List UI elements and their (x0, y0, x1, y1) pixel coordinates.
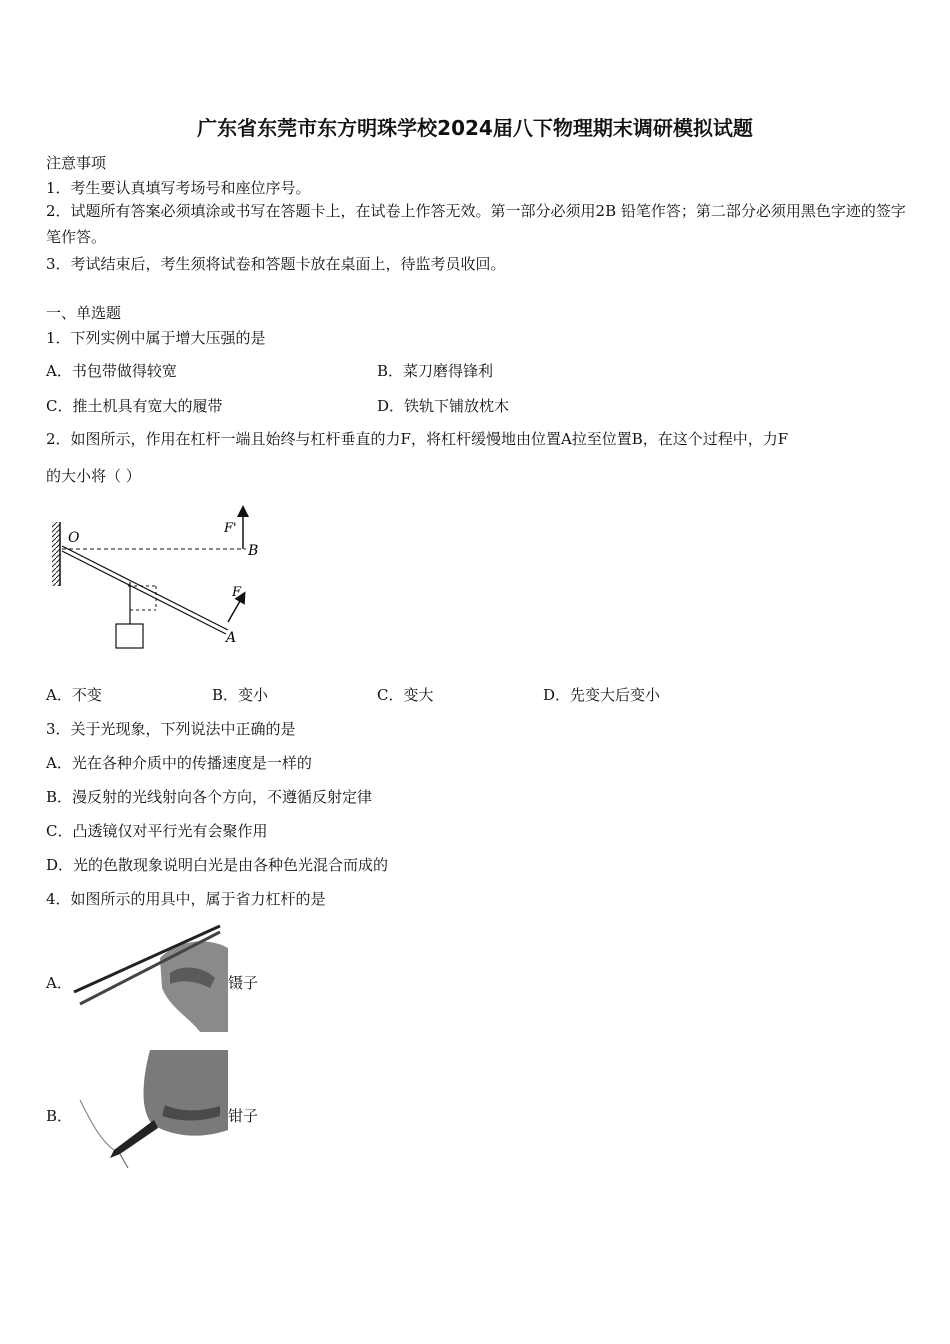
q2-option-c: C．变大 (377, 686, 434, 704)
section-heading: 一、单选题 (46, 304, 122, 322)
q1-stem: 1．下列实例中属于增大压强的是 (46, 329, 266, 347)
q4-stem: 4．如图所示的用具中，属于省力杠杆的是 (46, 890, 326, 908)
pliers-wire-end (120, 1154, 128, 1168)
label-o: O (68, 530, 80, 546)
label-f-prime: F' (224, 521, 237, 536)
label-b: B (248, 543, 259, 559)
pliers-hand (144, 1050, 229, 1136)
q2-option-b: B．变小 (212, 686, 269, 704)
lever-diagram (46, 498, 276, 658)
q2-option-d: D．先变大后变小 (543, 686, 661, 704)
label-a: A (226, 630, 237, 646)
q3-option-d: D．光的色散现象说明白光是由各种色光混合而成的 (46, 856, 389, 874)
q4-option-a-name: 镊子 (228, 974, 259, 992)
tweezers-hand (160, 941, 228, 1032)
q1-option-b: B．菜刀磨得锋利 (377, 362, 494, 380)
label-f: F (232, 585, 242, 600)
q1-option-c: C．推土机具有宽大的履带 (46, 397, 223, 415)
notice-item-2: 2．试题所有答案必须填涂或书写在答题卡上，在试卷上作答无效。第一部分必须用2B 铅笔作答；第二部分必须用黑色字迹的签字笔作答。 (46, 202, 906, 246)
q1-option-d: D．铁轨下铺放枕木 (377, 397, 510, 415)
lever-bar-top (62, 546, 228, 630)
tweezers-image (70, 918, 228, 1032)
notice-item-3: 3．考试结束后，考生须将试卷和答题卡放在桌面上，待监考员收回。 (46, 255, 506, 273)
q3-option-a: A．光在各种介质中的传播速度是一样的 (46, 754, 312, 772)
q4-option-a-letter: A． (46, 974, 72, 992)
q2-stem-line1: 2．如图所示，作用在杠杆一端且始终与杠杆垂直的力F，将杠杆缓慢地由位置A拉至位置B，在这个过程中，力F (46, 430, 789, 448)
pliers-jaw (110, 1120, 158, 1158)
pliers-image (70, 1050, 228, 1168)
lever-bar-bottom (62, 551, 226, 634)
q2-option-a: A．不变 (46, 686, 102, 704)
notice-item-1: 1．考生要认真填写考场号和座位序号。 (46, 179, 311, 197)
pliers-wire (80, 1100, 114, 1150)
hanging-block (116, 624, 143, 648)
q2-stem-line2: 的大小将（ ） (46, 467, 141, 485)
notice-heading: 注意事项 (46, 154, 107, 172)
wall-hatch (52, 522, 60, 586)
q4-option-b-letter: B． (46, 1107, 73, 1125)
q1-option-a: A．书包带做得较宽 (46, 362, 177, 380)
q4-option-b-name: 钳子 (228, 1107, 259, 1125)
q3-option-c: C．凸透镜仅对平行光有会聚作用 (46, 822, 268, 840)
q3-stem: 3．关于光现象，下列说法中正确的是 (46, 720, 296, 738)
page-title: 广东省东莞市东方明珠学校2024届八下物理期末调研模拟试题 (197, 116, 753, 140)
q3-option-b: B．漫反射的光线射向各个方向，不遵循反射定律 (46, 788, 373, 806)
